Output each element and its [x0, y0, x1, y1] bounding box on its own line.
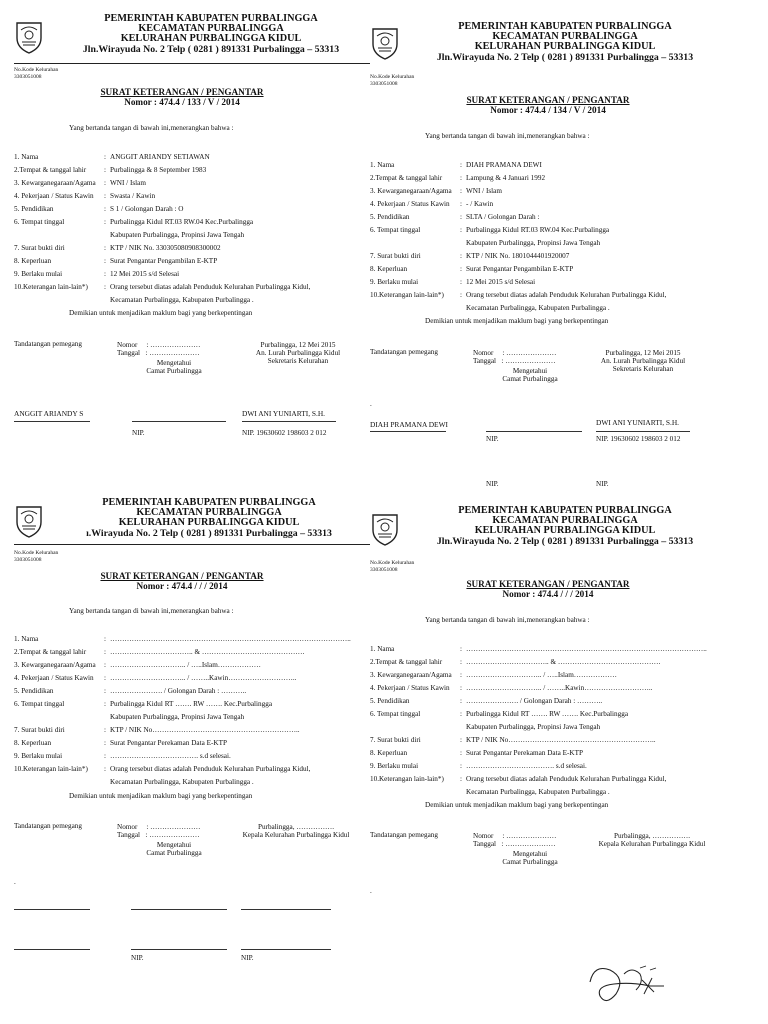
regency-crest-icon: [14, 504, 44, 538]
field-list: [370, 643, 726, 799]
field-berlaku: 9. Berlaku mulai : 12 Mei 2015 s/d Selesai: [14, 269, 180, 278]
value: Surat Pengantar Pengambilan E-KTP: [466, 264, 574, 273]
field-pendidikan: 5. Pendidikan : …………………. / Golongan Darah : ………..: [14, 686, 247, 695]
field-berlaku: 9. Berlaku mulai : ………………………………. s.d selesai.: [370, 761, 587, 770]
value: ………………………………………………………………………………………..: [110, 634, 351, 643]
tandatangan-label: Tandatangan pemegang: [370, 348, 438, 356]
field-keterangan-cont: [370, 302, 726, 315]
letterhead-line2: KECAMATAN PURBALINGGA: [492, 31, 638, 43]
field-bukti: 7. Surat bukti diri : KTP / NIK No. 330305080908300002: [14, 243, 221, 252]
value: ………………………….. / ……..Kawin………………………..: [110, 673, 297, 682]
nomor-surat: Nomor : 474.4 / / / 2014: [502, 588, 594, 599]
field-keperluan: 8. Keperluan : Surat Pengantar Pengambilan E-KTP: [14, 256, 218, 265]
letterhead-line1: PEMERINTAH KABUPATEN PURBALINGGA: [458, 505, 672, 516]
intro-text: Yang bertanda tangan di bawah ini,menerangkan bahwa :: [425, 616, 590, 624]
camat-nip: NIP.: [131, 954, 144, 962]
title-text: SURAT KETERANGAN / PENGANTAR: [100, 571, 264, 581]
value: Kabupaten Purbalingga, Propinsi Jawa Tengah: [466, 238, 601, 247]
letterhead: [50, 498, 368, 539]
field-keperluan: 8. Keperluan : Surat Pengantar Pengambilan E-KTP: [370, 264, 574, 273]
signature-block: [370, 349, 726, 499]
mengetahui-camat: Mengetahui Camat Purbalingga: [502, 850, 558, 867]
value: Purbalingga & 8 September 1983: [110, 165, 207, 174]
field-pekerjaan: 4. Pekerjaan / Status Kawin : Swasta / Kawin: [14, 191, 156, 200]
field-keperluan: 8. Keperluan : Surat Pengantar Perekaman Data E-KTP: [370, 748, 583, 757]
nomor-tanggal: Nomor : ………………… Tanggal : …………………: [473, 349, 557, 366]
value: KTP / NIK No. 330305080908300002: [110, 243, 221, 252]
field-kewarganegaraan: 3. Kewarganegaraan/Agama : ………………………….. / …..Islam………………: [370, 670, 617, 679]
value: Kecamatan Purbalingga, Kabupaten Purbalingga .: [466, 787, 610, 796]
form-4: [370, 506, 726, 1006]
field-keterangan: 10.Keterangan lain-lain*) : Orang tersebut diatas adalah Penduduk Kelurahan Purbalingga Kidul,: [14, 764, 311, 773]
value: Kabupaten Purbalingga, Propinsi Jawa Tengah: [110, 230, 245, 239]
value: …………………………….. & …………………………………….: [466, 657, 661, 666]
nomor-tanggal: Nomor : ………………… Tanggal : …………………: [117, 823, 201, 840]
field-pendidikan: 5. Pendidikan : S 1 / Golongan Darah : O: [14, 204, 184, 213]
field-tinggal-cont: [14, 711, 370, 724]
handwritten-signature: [580, 960, 670, 1008]
title-text: SURAT KETERANGAN / PENGANTAR: [100, 87, 264, 97]
value: ………………………….. / …..Islam………………: [110, 660, 261, 669]
value: S 1 / Golongan Darah : O: [110, 204, 184, 213]
value: Kecamatan Purbalingga, Kabupaten Purbalingga .: [110, 777, 254, 786]
field-tinggal: 6. Tempat tinggal : Purbalingga Kidul RT.03 RW.04 Kec.Purbalingga: [14, 217, 254, 226]
letterhead-line2: KECAMATAN PURBALINGGA: [138, 23, 284, 35]
value: Purbalingga Kidul RT.03 RW.04 Kec.Purbalingga: [466, 225, 610, 234]
value: Orang tersebut diatas adalah Penduduk Kelurahan Purbalingga Kidul,: [110, 282, 311, 291]
letterhead-line3: KELURAHAN PURBALINGGA KIDUL: [118, 517, 300, 529]
value: Surat Pengantar Perekaman Data E-KTP: [110, 738, 227, 747]
document-title: [14, 572, 350, 591]
tandatangan-label: Tandatangan pemegang: [370, 831, 438, 839]
value: KTP / NIK No……………………………………………………..: [466, 735, 656, 744]
official-nip: NIP.: [241, 954, 254, 962]
header-divider: [14, 63, 370, 64]
official-block: Purbalingga, ……………. Kepala Kelurahan Purbalingga Kidul: [242, 823, 350, 840]
holder-name: ANGGIT ARIANDY S: [14, 409, 84, 418]
field-kewarganegaraan: 3. Kewarganegaraan/Agama : WNI / Islam: [14, 178, 146, 187]
camat-nip-2: NIP.: [486, 480, 499, 488]
mengetahui-camat: Mengetahui Camat Purbalingga: [146, 841, 202, 858]
value: KTP / NIK No. 1801044401920007: [466, 251, 570, 260]
field-berlaku: 9. Berlaku mulai : 12 Mei 2015 s/d Selesai: [370, 277, 536, 286]
field-list: [14, 151, 370, 307]
value: Lampung & 4 Januari 1992: [466, 173, 546, 182]
signature-block: [14, 823, 370, 973]
field-ttl: 2.Tempat & tanggal lahir : Purbalingga & 8 September 1983: [14, 165, 207, 174]
field-pendidikan: 5. Pendidikan : SLTA / Golongan Darah :: [370, 212, 540, 221]
official-name: DWI ANI YUNIARTI, S.H.: [596, 418, 680, 427]
regency-crest-icon: [14, 20, 44, 54]
camat-signature-line-2: [131, 949, 227, 950]
official-signature-line: [242, 421, 336, 422]
value: Surat Pengantar Pengambilan E-KTP: [110, 256, 218, 265]
value: 12 Mei 2015 s/d Selesai: [110, 269, 180, 278]
official-signature-line-2: [241, 949, 331, 950]
title-text: SURAT KETERANGAN / PENGANTAR: [466, 95, 630, 105]
field-tinggal-cont: [370, 721, 726, 734]
letterhead-line2: KECAMATAN PURBALINGGA: [492, 515, 638, 527]
letterhead-line1: PEMERINTAH KABUPATEN PURBALINGGA: [102, 497, 316, 508]
field-keterangan-cont: [14, 776, 370, 789]
official-block: Purbalingga, 12 Mei 2015 An. Lurah Purbalingga Kidul Sekretaris Kelurahan: [255, 341, 341, 366]
holder-name: DIAH PRAMANA DEWI: [370, 420, 449, 429]
value: Surat Pengantar Perekaman Data E-KTP: [466, 748, 583, 757]
letterhead-address: Jln.Wirayuda No. 2 Telp ( 0281 ) 891331 Purbalingga – 53313: [436, 535, 694, 547]
field-list: [14, 633, 370, 789]
camat-nip: NIP.: [486, 435, 499, 443]
value: …………………. / Golongan Darah : ………..: [466, 696, 603, 705]
signature-block: [14, 341, 370, 491]
document-title: [380, 96, 716, 115]
field-berlaku: 9. Berlaku mulai : ………………………………. s.d selesai.: [14, 751, 231, 760]
field-keperluan: 8. Keperluan : Surat Pengantar Perekaman Data E-KTP: [14, 738, 227, 747]
kode-kelurahan: No.Kode Kelurahan 3303051008: [14, 67, 59, 80]
letterhead-line3: KELURAHAN PURBALINGGA KIDUL: [474, 41, 656, 53]
official-signature-line: [241, 909, 331, 910]
value: Purbalingga Kidul RT.03 RW.04 Kec.Purbalingga: [110, 217, 254, 226]
value: Orang tersebut diatas adalah Penduduk Kelurahan Purbalingga Kidul,: [466, 290, 667, 299]
value: ………………………………. s.d selesai.: [466, 761, 587, 770]
value: Purbalingga Kidul RT ……. RW ……. Kec.Purbalingga: [466, 709, 629, 718]
value: DIAH PRAMANA DEWI: [466, 160, 542, 169]
closing-text: Demikian untuk menjadikan maklum bagi yang berkepentingan: [69, 792, 253, 800]
form-3: [14, 498, 370, 998]
value: Purbalingga Kidul RT ……. RW ……. Kec.Purbalingga: [110, 699, 273, 708]
value: Kabupaten Purbalingga, Propinsi Jawa Tengah: [466, 722, 601, 731]
mengetahui-camat: Mengetahui Camat Purbalingga: [502, 367, 558, 384]
field-ttl: 2.Tempat & tanggal lahir : …………………………….. & …………………………………….: [370, 657, 661, 666]
value: ………………………………………………………………………………………..: [466, 644, 707, 653]
field-pekerjaan: 4. Pekerjaan / Status Kawin : ………………………….. / ……..Kawin………………………..: [14, 673, 297, 682]
value: - / Kawin: [466, 199, 494, 208]
kode-kelurahan: No.Kode Kelurahan 3303051008: [14, 550, 59, 563]
field-keterangan-cont: [14, 294, 370, 307]
nomor-tanggal: Nomor : ………………… Tanggal : …………………: [117, 341, 201, 358]
letterhead-line1: PEMERINTAH KABUPATEN PURBALINGGA: [458, 21, 672, 32]
placeholder-dot: .: [370, 400, 372, 408]
field-bukti: 7. Surat bukti diri : KTP / NIK No……………………………………………………..: [14, 725, 300, 734]
field-ttl: 2.Tempat & tanggal lahir : Lampung & 4 Januari 1992: [370, 173, 546, 182]
letterhead: [406, 22, 724, 63]
field-tinggal: 6. Tempat tinggal : Purbalingga Kidul RT ……. RW ……. Kec.Purbalingga: [14, 699, 273, 708]
form-1: [14, 14, 370, 514]
value: ………………………….. / ……..Kawin………………………..: [466, 683, 653, 692]
camat-signature-line: [131, 909, 227, 910]
field-tinggal-cont: [14, 229, 370, 242]
field-kewarganegaraan: 3. Kewarganegaraan/Agama : ………………………….. / …..Islam………………: [14, 660, 261, 669]
value: WNI / Islam: [110, 178, 146, 187]
intro-text: Yang bertanda tangan di bawah ini,menerangkan bahwa :: [69, 607, 234, 615]
letterhead-address: Jln.Wirayuda No. 2 Telp ( 0281 ) 891331 Purbalingga – 53313: [82, 43, 340, 55]
value: ANGGIT ARIANDY SETIAWAN: [110, 152, 210, 161]
value: Kecamatan Purbalingga, Kabupaten Purbalingga .: [466, 303, 610, 312]
camat-signature-line: [132, 421, 226, 422]
regency-crest-icon: [370, 512, 400, 546]
placeholder-dot: .: [14, 878, 16, 886]
holder-signature-line: [14, 421, 90, 422]
field-tinggal: 6. Tempat tinggal : Purbalingga Kidul RT ……. RW ……. Kec.Purbalingga: [370, 709, 629, 718]
signature-block: [370, 832, 726, 982]
letterhead-line3: KELURAHAN PURBALINGGA KIDUL: [120, 33, 302, 45]
value: …………………. / Golongan Darah : ………..: [110, 686, 247, 695]
holder-signature-line-2: [14, 949, 90, 950]
field-pekerjaan: 4. Pekerjaan / Status Kawin : ………………………….. / ……..Kawin………………………..: [370, 683, 653, 692]
field-nama: 1. Nama : ………………………………………………………………………………………..: [370, 644, 707, 653]
field-nama: 1. Nama : ANGGIT ARIANDY SETIAWAN: [14, 152, 210, 161]
intro-text: Yang bertanda tangan di bawah ini,menerangkan bahwa :: [425, 132, 590, 140]
closing-text: Demikian untuk menjadikan maklum bagi yang berkepentingan: [425, 801, 609, 809]
tandatangan-label: Tandatangan pemegang: [14, 822, 82, 830]
value: Kabupaten Purbalingga, Propinsi Jawa Tengah: [110, 712, 245, 721]
regency-crest-icon: [370, 26, 400, 60]
title-text: SURAT KETERANGAN / PENGANTAR: [466, 579, 630, 589]
camat-signature-line: [486, 431, 582, 432]
letterhead-line1: PEMERINTAH KABUPATEN PURBALINGGA: [104, 13, 318, 24]
field-keterangan-cont: [370, 786, 726, 799]
letterhead: [52, 14, 370, 55]
field-tinggal: 6. Tempat tinggal : Purbalingga Kidul RT.03 RW.04 Kec.Purbalingga: [370, 225, 610, 234]
value: Orang tersebut diatas adalah Penduduk Kelurahan Purbalingga Kidul,: [110, 764, 311, 773]
field-keterangan: 10.Keterangan lain-lain*) : Orang tersebut diatas adalah Penduduk Kelurahan Purbalingga Kidul,: [370, 290, 667, 299]
form-2: [370, 22, 726, 522]
official-nip: NIP. 19630602 198603 2 012: [242, 429, 327, 437]
field-tinggal-cont: [370, 237, 726, 250]
field-bukti: 7. Surat bukti diri : KTP / NIK No. 1801044401920007: [370, 251, 570, 260]
official-block: Purbalingga, 12 Mei 2015 An. Lurah Purbalingga Kidul Sekretaris Kelurahan: [600, 349, 686, 374]
field-kewarganegaraan: 3. Kewarganegaraan/Agama : WNI / Islam: [370, 186, 502, 195]
placeholder-dot: .: [370, 887, 372, 895]
value: WNI / Islam: [466, 186, 502, 195]
official-name: DWI ANI YUNIARTI, S.H.: [242, 409, 326, 418]
field-pendidikan: 5. Pendidikan : …………………. / Golongan Darah : ………..: [370, 696, 603, 705]
official-nip-2: NIP.: [596, 480, 609, 488]
field-list: [370, 159, 726, 315]
value: KTP / NIK No……………………………………………………..: [110, 725, 300, 734]
field-nama: 1. Nama : DIAH PRAMANA DEWI: [370, 160, 542, 169]
tandatangan-label: Tandatangan pemegang: [14, 340, 82, 348]
closing-text: Demikian untuk menjadikan maklum bagi yang berkepentingan: [69, 309, 253, 317]
closing-text: Demikian untuk menjadikan maklum bagi yang berkepentingan: [425, 317, 609, 325]
letterhead-line3: KELURAHAN PURBALINGGA KIDUL: [474, 525, 656, 537]
value: ………………………….. / …..Islam………………: [466, 670, 617, 679]
value: …………………………….. & …………………………………….: [110, 647, 305, 656]
field-pekerjaan: 4. Pekerjaan / Status Kawin : - / Kawin: [370, 199, 494, 208]
kode-kelurahan: No.Kode Kelurahan 3303051008: [370, 560, 415, 573]
value: Swasta / Kawin: [110, 191, 156, 200]
nomor-tanggal: Nomor : ………………… Tanggal : …………………: [473, 832, 557, 849]
kode-kelurahan: No.Kode Kelurahan 3303051008: [370, 74, 415, 87]
official-nip: NIP. 19630602 198603 2 012: [596, 435, 681, 443]
header-divider: [14, 544, 370, 545]
nomor-surat: Nomor : 474.4 / 134 / V / 2014: [490, 104, 606, 115]
letterhead-address: ı.Wirayuda No. 2 Telp ( 0281 ) 891331 Purbalingga – 53313: [86, 527, 332, 539]
intro-text: Yang bertanda tangan di bawah ini,menerangkan bahwa :: [69, 124, 234, 132]
field-nama: 1. Nama : ………………………………………………………………………………………..: [14, 634, 351, 643]
value: ………………………………. s.d selesai.: [110, 751, 231, 760]
value: SLTA / Golongan Darah :: [466, 212, 540, 221]
official-signature-line: [596, 431, 690, 432]
official-block: Purbalingga, ……………. Kepala Kelurahan Purbalingga Kidul: [598, 832, 706, 849]
letterhead: [406, 506, 724, 547]
value: 12 Mei 2015 s/d Selesai: [466, 277, 536, 286]
holder-signature-line: [370, 431, 446, 432]
field-ttl: 2.Tempat & tanggal lahir : …………………………….. & …………………………………….: [14, 647, 305, 656]
nomor-surat: Nomor : 474.4 / / / 2014: [136, 580, 228, 591]
field-keterangan: 10.Keterangan lain-lain*) : Orang tersebut diatas adalah Penduduk Kelurahan Purbalingga Kidul,: [14, 282, 311, 291]
letterhead-line2: KECAMATAN PURBALINGGA: [136, 507, 282, 519]
holder-signature-line: [14, 909, 90, 910]
letterhead-address: Jln.Wirayuda No. 2 Telp ( 0281 ) 891331 Purbalingga – 53313: [436, 51, 694, 63]
field-bukti: 7. Surat bukti diri : KTP / NIK No……………………………………………………..: [370, 735, 656, 744]
field-keterangan: 10.Keterangan lain-lain*) : Orang tersebut diatas adalah Penduduk Kelurahan Purbalingga Kidul,: [370, 774, 667, 783]
value: Kecamatan Purbalingga, Kabupaten Purbalingga .: [110, 295, 254, 304]
mengetahui-camat: Mengetahui Camat Purbalingga: [146, 359, 202, 376]
document-title: [380, 580, 716, 599]
document-title: [14, 88, 350, 107]
nomor-surat: Nomor : 474.4 / 133 / V / 2014: [124, 96, 240, 107]
camat-nip: NIP.: [132, 429, 145, 437]
value: Orang tersebut diatas adalah Penduduk Kelurahan Purbalingga Kidul,: [466, 774, 667, 783]
